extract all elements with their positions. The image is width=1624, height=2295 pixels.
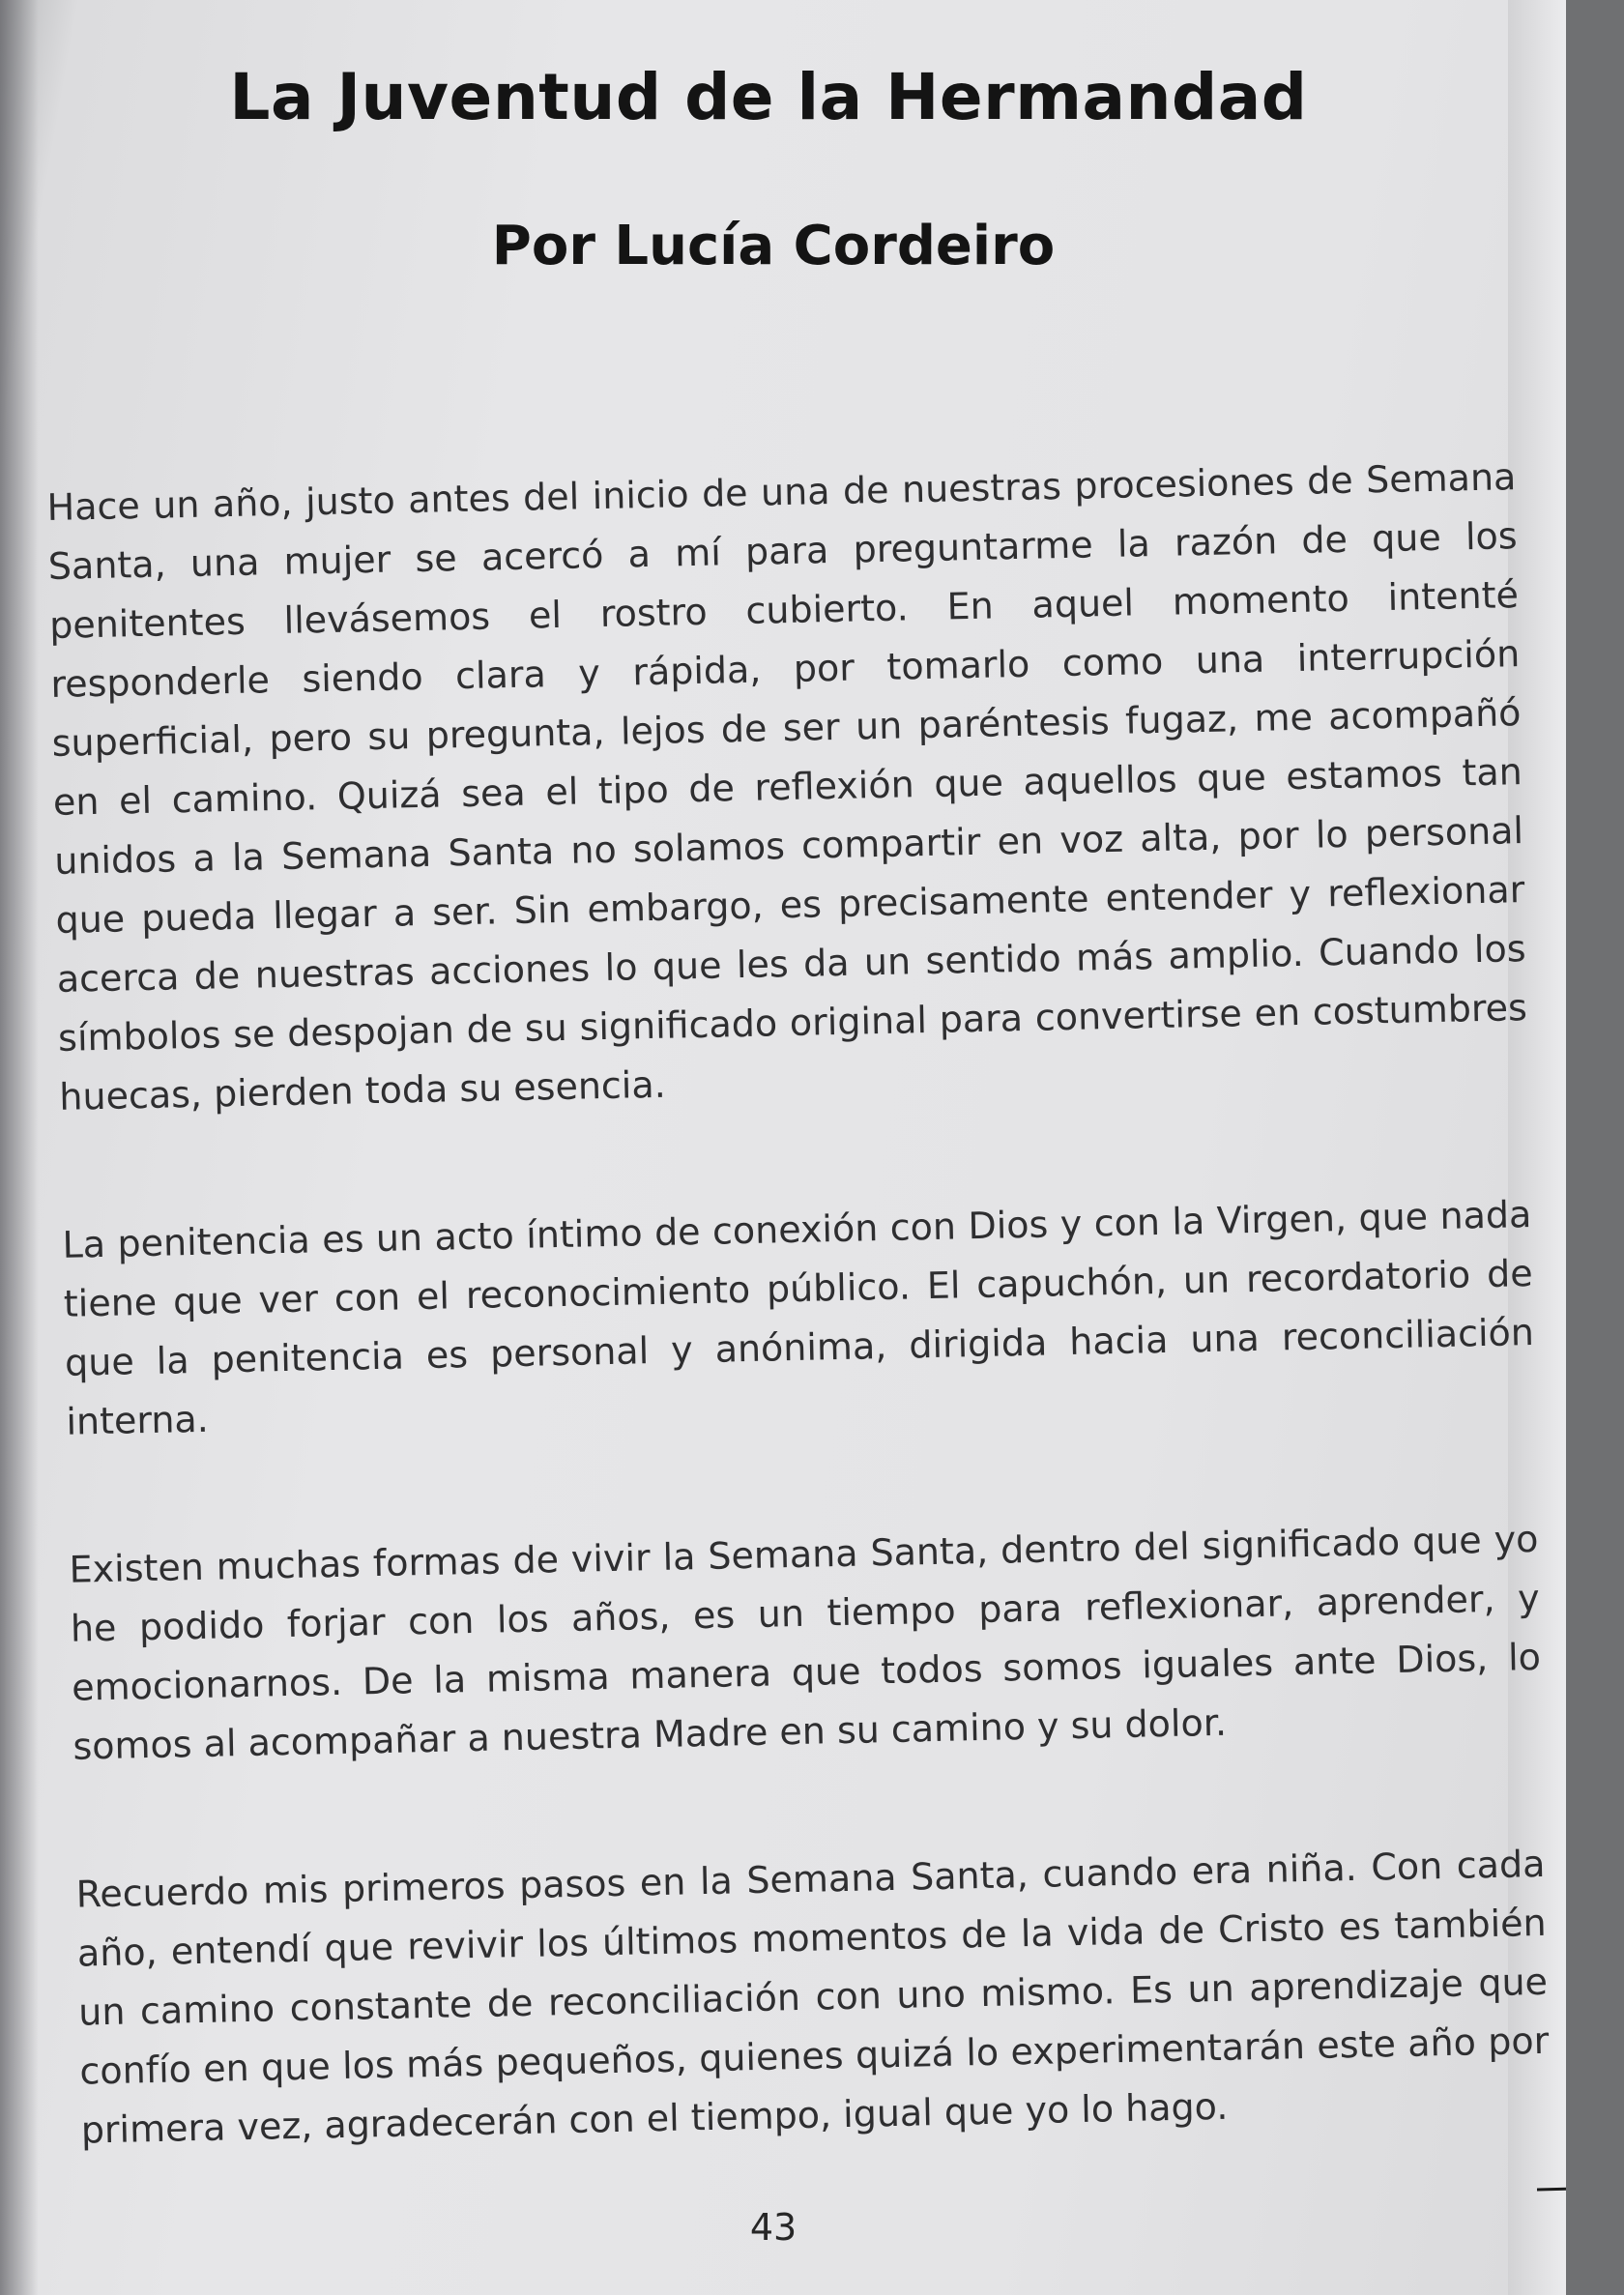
article-title: La Juventud de la Hermandad (229, 60, 1308, 134)
page-number: 43 (749, 2206, 798, 2249)
spine-shadow (0, 0, 39, 2295)
paragraph-4: Recuerdo mis primeros pasos en la Semana Santa, cuando era niña. Con cada año, entendí que revivir los últimos momentos de la vida de Cristo es también un camino constante de reconciliación con uno mismo. Es un aprendizaje que confío en que los más pequeños, quienes quizá lo experimentarán este año por primera vez, agradecerán con el tiempo, igual que yo lo hago. (75, 1842, 1550, 2152)
article-byline: Por Lucía Cordeiro (491, 215, 1056, 277)
article-body (46, 448, 1552, 2249)
paragraph-3: Existen muchas formas de vivir la Semana Santa, dentro del significado que yo he podido forjar con los años, es un tiempo para reflexionar, aprender, y emocionarnos. De la misma manera que todos somos iguales ante Dios, lo somos al acompañar a nuestra Madre en su camino y su dolor. (69, 1517, 1542, 1768)
arrow-right-icon (1537, 2178, 1566, 2201)
paragraph-2: La penitencia es un acto íntimo de conexión con Dios y con la Virgen, que nada tiene que ver con el reconocimiento público. El capuchón, un recordatorio de que la penitencia es personal y anónima, dirigida hacia una reconciliación interna. (62, 1192, 1535, 1443)
paragraph-1: Hace un año, justo antes del inicio de una de nuestras procesiones de Semana Santa, una mujer se acercó a mí para preguntarme la razón de que los penitentes llevásemos el rostro cubierto. En aquel momento intenté responderle siendo clara y rápida, por tomarlo como una interrupción superficial, pero su pregunta, lejos de ser un paréntesis fugaz, me acompañó en el camino. Quizá sea el tipo de reflexión que aquellos que estamos tan unidos a la Semana Santa no solamos compartir en voz alta, por lo personal que pueda llegar a ser. Sin embargo, es precisamente entender y reflexionar acerca de nuestras acciones lo que les da un sentido más amplio. Cuando los símbolos se despojan de su significado original para convertirse en costumbres huecas, pierden toda su esencia. (46, 455, 1528, 1118)
